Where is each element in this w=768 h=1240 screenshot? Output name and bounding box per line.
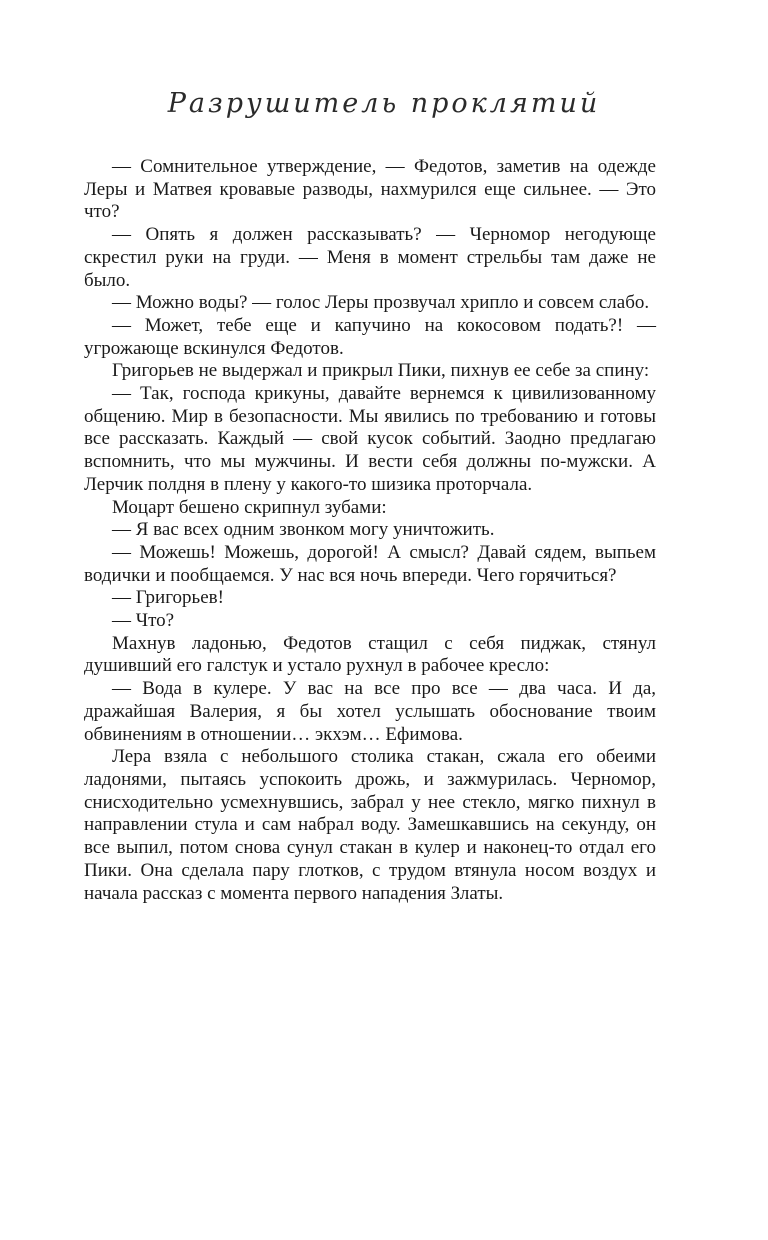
paragraph: Григорьев не выдержал и прикрыл Пики, пихнув ее себе за спину: [112,360,650,382]
paragraph: — Я вас всех одним звонком могу уничтожить. [112,519,495,541]
paragraph: — Вода в кулере. У вас на все про все — два часа. И да, дражайшая Валерия, я бы хотел услышать обоснование твоим обвинениям в отношении… экхэм… Ефимова. [84,678,656,745]
paragraph: — Что? [112,610,175,632]
paragraph: Моцарт бешено скрипнул зубами: [112,496,387,518]
paragraph: Лера взяла с небольшого столика стакан, сжала его обеими ладонями, пытаясь успокоить дрожь, и зажмурилась. Черномор, снисходительно усмехнувшись, забрал у нее стекло, мягко пихнул в направлении стула и сам набрал воду. Замешкавшись на секунду, он все выпил, потом снова сунул стакан в кулер и наконец-то отдал его Пики. Она сделала пару глотков, с трудом втянула носом воздух и начала рассказ с момента первого нападения Златы. [84,746,656,904]
running-title: Разрушитель проклятий [167,88,601,119]
paragraph: — Можешь! Можешь, дорогой! А смысл? Давай сядем, выпьем водички и пообщаемся. У нас вся ночь впереди. Чего горячиться? [84,541,656,586]
paragraph: — Сомнительное утверждение, — Федотов, заметив на одежде Леры и Матвея кровавые разводы, нахмурился еще сильнее. — Это что? [84,156,656,223]
paragraph: — Опять я должен рассказывать? — Черномор негодующе скрестил руки на груди. — Меня в момент стрельбы там даже не было. [84,224,656,291]
paragraph: — Можно воды? — голос Леры прозвучал хрипло и совсем слабо. [112,292,650,314]
paragraph: — Григорьев! [112,587,224,609]
body-text [84,156,656,905]
paragraph: — Так, господа крикуны, давайте вернемся к цивилизованному общению. Мир в безопасности. Мы явились по требованию и готовы все рассказать. Каждый — свой кусок событий. Заодно предлагаю вспомнить, что мы мужчины. И вести себя должны по-мужски. А Лерчик полдня в плену у какого-то шизика проторчала. [84,383,656,495]
paragraph: Махнув ладонью, Федотов стащил с себя пиджак, стянул душивший его галстук и устало рухнул в рабочее кресло: [84,632,656,677]
paragraph: — Может, тебе еще и капучино на кокосовом подать?! — угрожающе вскинулся Федотов. [84,314,656,359]
